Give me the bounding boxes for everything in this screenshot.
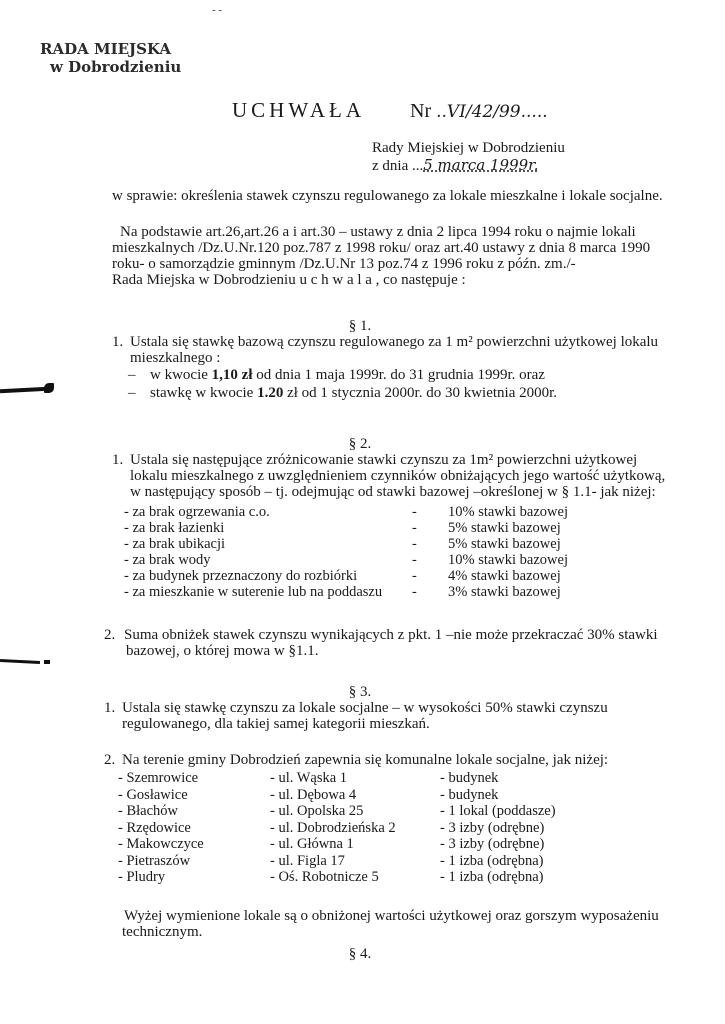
resolution-number	[410, 100, 548, 123]
social-unit-row	[118, 787, 598, 804]
s3-item1-line2: regulowanego, dla takiej samej kategorii mieszkań.	[122, 716, 430, 732]
s2-item2-text	[124, 627, 674, 659]
reduction-label: - za mieszkanie w suterenie lub na poddaszu	[124, 584, 383, 600]
s1-item1-number: 1.	[112, 334, 124, 350]
s3-closing-line2: technicznym.	[122, 924, 203, 940]
reduction-row	[124, 584, 584, 600]
resolution-date	[372, 157, 565, 175]
reduction-label: - za brak ubikacji	[124, 536, 226, 552]
unit-village: - Makowczyce	[118, 836, 204, 852]
preamble-line-2: mieszkalnych /Dz.U.Nr.120 poz.787 z 1998 roku/ oraz art.40 ustawy z dnia 8 marca 1990	[112, 240, 651, 256]
reduction-row	[124, 536, 584, 552]
s2-item1-text	[130, 452, 675, 500]
reduction-table	[124, 504, 584, 600]
s2-item2-line1: Suma obniżek stawek czynszu wynikających z pkt. 1 –nie może przekraczać 30% stawki	[124, 627, 658, 643]
s3-item2-line1: Na terenie gminy Dobrodzień zapewnia się komunalne lokale socjalne, jak niżej:	[122, 752, 609, 768]
reduction-value: 5% stawki bazowej	[448, 536, 561, 552]
reduction-value: 10% stawki bazowej	[448, 504, 568, 520]
reduction-row	[124, 552, 584, 568]
s1-bullet2-pre: stawkę w kwocie	[150, 385, 258, 401]
s1-bullet1-dash: –	[128, 367, 136, 383]
unit-village: - Szemrowice	[118, 770, 199, 786]
social-unit-row	[118, 836, 598, 853]
section-4-heading: § 4.	[348, 946, 372, 962]
unit-village: - Pludry	[118, 869, 166, 885]
section-3-heading: § 3.	[348, 684, 372, 700]
s1-bullet2-post: zł od 1 stycznia 2000r. do 30 kwietnia 2000r.	[283, 385, 558, 401]
s1-bullet1	[150, 367, 545, 383]
social-unit-row	[118, 853, 598, 870]
unit-type: - 3 izby (odrębne)	[440, 819, 545, 836]
binder-mark-top	[0, 387, 48, 394]
reduction-value: 10% stawki bazowej	[448, 552, 568, 568]
s2-item1-line3: w następujący sposób – tj. odejmując od stawki bazowej –określonej w § 1.1- jak niżej:	[130, 484, 656, 500]
s3-item2-number: 2.	[104, 752, 116, 768]
s1-bullet2-dash: –	[128, 385, 136, 401]
resolution-date-value: 5 marca 1999r.	[423, 156, 539, 174]
issuer-name: Rady Miejskiej w Dobrodzieniu	[372, 140, 565, 156]
resolution-number-value: ..VI/42/99.....	[436, 102, 548, 122]
s3-closing-line1: Wyżej wymienione lokale są o obniżonej wartości użytkowej oraz gorszym wyposażeniu	[124, 908, 659, 924]
s1-bullet2-amount: 1.20	[257, 385, 284, 401]
reduction-sep: -	[412, 584, 417, 600]
unit-street: - ul. Główna 1	[270, 836, 354, 852]
reduction-label: - za budynek przeznaczony do rozbiórki	[124, 568, 358, 584]
resolution-title: UCHWAŁA	[232, 98, 365, 122]
section-1-heading: § 1.	[348, 318, 372, 334]
subject-line: w sprawie: określenia stawek czynszu regulowanego za lokale mieszkalne i lokale socjalne.	[112, 188, 663, 204]
binder-mark-top-tip	[44, 383, 54, 393]
unit-street: - ul. Figla 17	[270, 852, 345, 869]
social-units-table	[118, 770, 598, 886]
reduction-label: - za brak ogrzewania c.o.	[124, 504, 270, 520]
council-stamp-line2: w Dobrodzieniu	[50, 58, 182, 76]
unit-village: - Błachów	[118, 803, 178, 819]
reduction-value: 3% stawki bazowej	[448, 584, 561, 600]
preamble	[112, 224, 672, 288]
reduction-sep: -	[412, 504, 417, 520]
section-2-heading: § 2.	[348, 436, 372, 452]
reduction-value: 4% stawki bazowej	[448, 568, 561, 584]
resolution-number-prefix: Nr	[410, 100, 432, 122]
unit-type: - budynek	[440, 770, 499, 786]
reduction-row	[124, 504, 584, 520]
s2-item2-number: 2.	[104, 627, 116, 643]
unit-street: - ul. Opolska 25	[270, 803, 364, 819]
reduction-sep: -	[412, 536, 417, 552]
s1-item1-line2: mieszkalnego :	[130, 350, 221, 366]
s1-bullet1-amount: 1,10 zł	[211, 367, 253, 383]
social-unit-row	[118, 869, 598, 886]
s1-item1-line1: Ustala się stawkę bazową czynszu regulowanego za 1 m² powierzchni użytkowej lokalu	[130, 334, 659, 350]
unit-street: - ul. Dębowa 4	[270, 786, 357, 803]
binder-mark-bottom	[0, 659, 40, 664]
reduction-sep: -	[412, 552, 417, 568]
s1-item1-text	[130, 334, 675, 366]
unit-type: - 1 izba (odrębna)	[440, 869, 544, 885]
binder-mark-bottom-tip	[44, 660, 50, 664]
s3-item1-number: 1.	[104, 700, 116, 716]
s2-item1-line1: Ustala się następujące zróżnicowanie stawki czynszu za 1m² powierzchni użytkowej	[130, 452, 638, 468]
unit-street: - ul. Wąska 1	[270, 770, 348, 786]
s3-closing	[122, 908, 672, 940]
unit-street: - ul. Dobrodzieńska 2	[270, 819, 396, 836]
s3-item1-text	[122, 700, 672, 732]
s2-item1-line2: lokalu mieszkalnego z uwzględnieniem czynników obniżających jego wartość użytkową,	[130, 468, 666, 484]
unit-village: - Pietraszów	[118, 852, 191, 869]
unit-type: - 1 lokal (poddasze)	[440, 803, 556, 819]
reduction-value: 5% stawki bazowej	[448, 520, 561, 536]
preamble-line-3: roku- o samorządzie gminnym /Dz.U.Nr 13 poz.74 z 1996 roku z późn. zm./-	[112, 256, 576, 272]
council-stamp	[40, 40, 181, 76]
s1-bullet1-pre: w kwocie	[150, 367, 212, 383]
social-unit-row	[118, 820, 598, 837]
s1-bullet2	[150, 385, 557, 401]
reduction-label: - za brak łazienki	[124, 520, 225, 536]
reduction-row	[124, 568, 584, 584]
unit-village: - Rzędowice	[118, 819, 191, 836]
resolution-date-prefix: z dnia ...	[372, 158, 424, 174]
top-dash-mark: - -	[212, 4, 223, 16]
preamble-line-1: Na podstawie art.26,art.26 a i art.30 – ustawy z dnia 2 lipca 1994 roku o najmie lokali	[120, 224, 636, 240]
unit-village: - Gosławice	[118, 786, 188, 803]
social-unit-row	[118, 803, 598, 820]
s2-item2-line2: bazowej, o której mowa w §1.1.	[126, 643, 319, 659]
s3-item1-line1: Ustala się stawkę czynszu za lokale socjalne – w wysokości 50% stawki czynszu	[122, 700, 608, 716]
reduction-row	[124, 520, 584, 536]
s1-bullet1-post: od dnia 1 maja 1999r. do 31 grudnia 1999r. oraz	[252, 367, 545, 383]
social-unit-row	[118, 770, 598, 787]
reduction-sep: -	[412, 568, 417, 584]
unit-type: - 1 izba (odrębna)	[440, 852, 544, 869]
issuer-block	[372, 140, 565, 175]
s2-item1-number: 1.	[112, 452, 124, 468]
reduction-label: - za brak wody	[124, 552, 211, 568]
council-stamp-line1: RADA MIEJSKA	[40, 40, 172, 58]
unit-street: - Oś. Robotnicze 5	[270, 869, 379, 885]
preamble-line-4: Rada Miejska w Dobrodzieniu u c h w a l a , co następuje :	[112, 272, 466, 288]
reduction-sep: -	[412, 520, 417, 536]
unit-type: - 3 izby (odrębne)	[440, 836, 545, 852]
unit-type: - budynek	[440, 786, 499, 803]
